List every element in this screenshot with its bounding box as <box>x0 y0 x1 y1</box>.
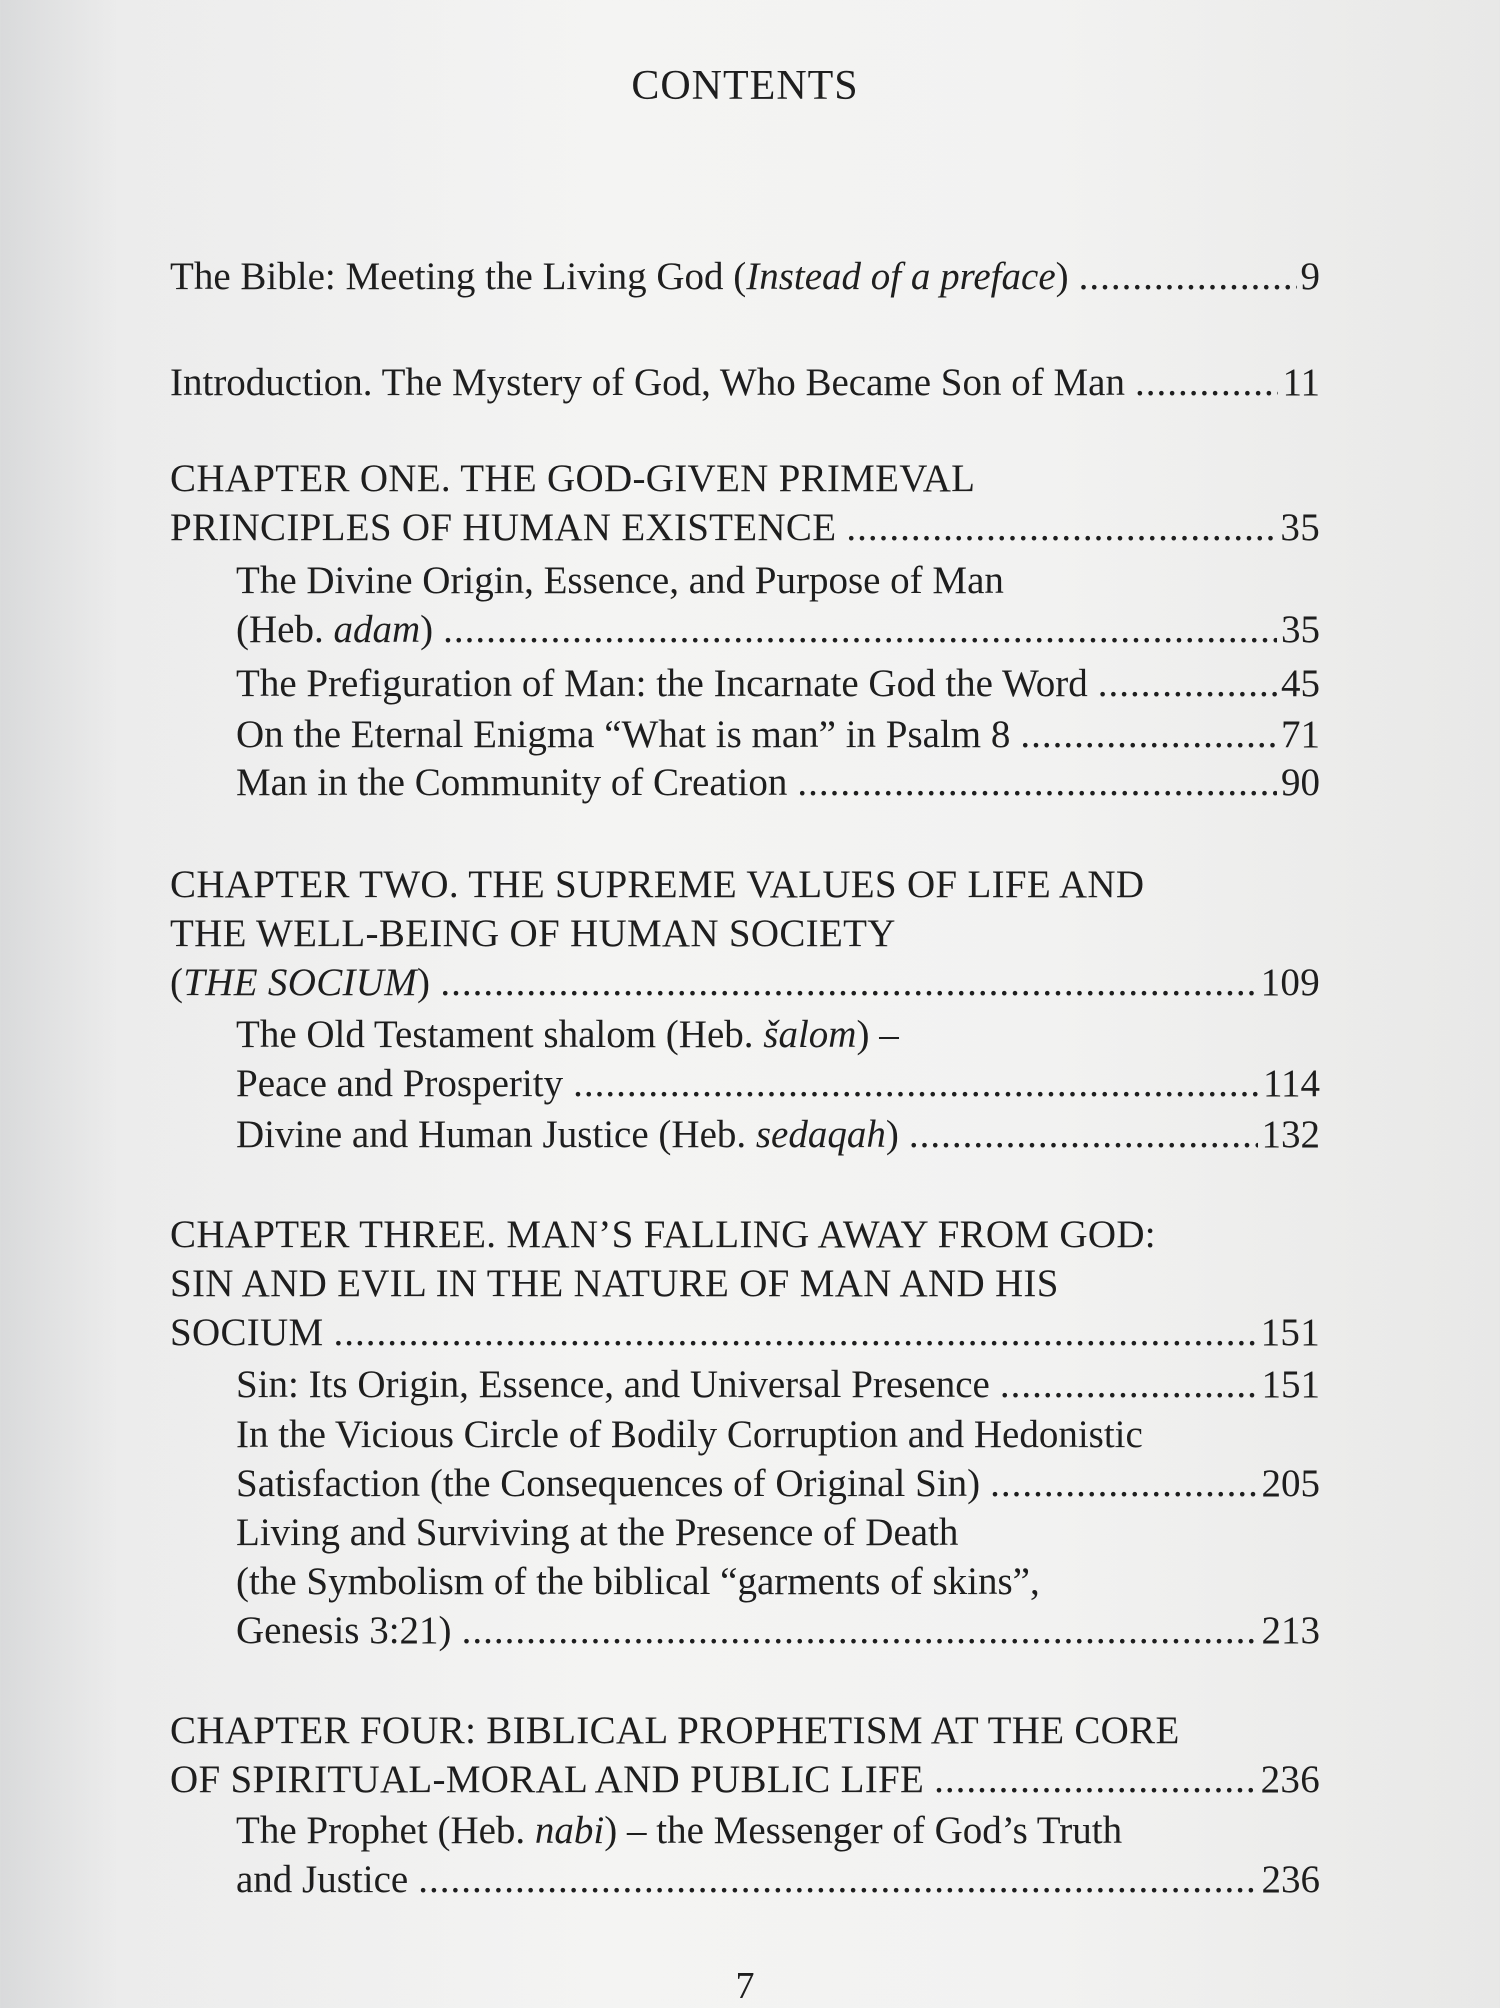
page-ref: 35 <box>1281 608 1320 651</box>
page-title: CONTENTS <box>631 63 859 109</box>
page-ref: 205 <box>1261 1462 1320 1505</box>
dot-leader <box>909 1110 1258 1159</box>
dot-leader <box>573 1059 1259 1108</box>
dot-leader <box>462 1606 1258 1655</box>
toc-chapter-one[interactable]: CHAPTER ONE. THE GOD-GIVEN PRIMEVAL PRINCIPLES OF HUMAN EXISTENCE ..... 35 <box>170 454 1320 552</box>
page-number: 7 <box>735 1965 755 2007</box>
dot-leader <box>443 605 1277 654</box>
toc-entry-sin-origin[interactable]: Sin: Its Origin, Essence, and Universal Presence ..... 151 <box>236 1360 1320 1409</box>
page-ref: 236 <box>1260 1758 1320 1801</box>
dot-leader <box>440 958 1256 1007</box>
toc-entry-preface[interactable]: The Bible: Meeting the Living God (Instead of a preface) ..... 9 <box>170 252 1320 301</box>
dot-leader <box>990 1459 1257 1508</box>
toc-entry-divine-origin[interactable]: The Divine Origin, Essence, and Purpose of Man (Heb. adam) ..... 35 <box>236 556 1320 654</box>
dot-leader <box>934 1755 1256 1804</box>
toc-entry-shalom[interactable]: The Old Testament shalom (Heb. šalom) – Peace and Prosperity ..... 114 <box>236 1010 1320 1108</box>
page-ref: 132 <box>1261 1113 1320 1156</box>
toc-entry-vicious-circle[interactable]: In the Vicious Circle of Bodily Corruption and Hedonistic Satisfaction (the Consequences of Original Sin) ..... 205 <box>236 1410 1320 1508</box>
page-ref: 236 <box>1261 1858 1320 1901</box>
page-ref: 109 <box>1260 961 1320 1004</box>
page-ref: 71 <box>1281 713 1320 756</box>
page-ref: 35 <box>1280 506 1320 549</box>
toc-chapter-two[interactable]: CHAPTER TWO. THE SUPREME VALUES OF LIFE AND THE WELL-BEING OF HUMAN SOCIETY (THE SOCIUM) ..... 109 <box>170 860 1320 1007</box>
toc-entry-justice[interactable]: Divine and Human Justice (Heb. sedaqah) ..... 132 <box>236 1110 1320 1159</box>
page-ref: 151 <box>1260 1311 1320 1354</box>
dot-leader <box>1000 1360 1258 1409</box>
dot-leader <box>1098 659 1277 708</box>
dot-leader <box>1079 252 1297 301</box>
page-ref: 90 <box>1281 761 1320 804</box>
dot-leader <box>334 1308 1257 1357</box>
page-ref: 45 <box>1281 662 1320 705</box>
dot-leader <box>1020 710 1277 759</box>
toc-chapter-three[interactable]: CHAPTER THREE. MAN’S FALLING AWAY FROM GOD: SIN AND EVIL IN THE NATURE OF MAN AND HIS SOCIUM ..... 151 <box>170 1210 1320 1357</box>
contents-page <box>170 0 1320 2007</box>
page-ref: 9 <box>1300 255 1320 298</box>
page-ref: 151 <box>1261 1363 1320 1406</box>
toc-entry-prophet[interactable]: The Prophet (Heb. nabi) – the Messenger of God’s Truth and Justice ..... 236 <box>236 1806 1320 1904</box>
toc-chapter-four[interactable]: CHAPTER FOUR: BIBLICAL PROPHETISM AT THE CORE OF SPIRITUAL-MORAL AND PUBLIC LIFE ..... 236 <box>170 1706 1320 1804</box>
page-ref: 213 <box>1261 1609 1320 1652</box>
page-ref: 11 <box>1282 361 1320 404</box>
dot-leader <box>1135 358 1278 407</box>
toc-entry-eternal-enigma[interactable]: On the Eternal Enigma “What is man” in Psalm 8 ..... 71 <box>236 710 1320 759</box>
dot-leader <box>797 758 1277 807</box>
dot-leader <box>418 1855 1257 1904</box>
toc-entry-presence-of-death[interactable]: Living and Surviving at the Presence of Death (the Symbolism of the biblical “garments of skins”, Genesis 3:21) ..... 213 <box>236 1508 1320 1655</box>
toc-entry-community-of-creation[interactable]: Man in the Community of Creation ..... 90 <box>236 758 1320 807</box>
toc-entry-introduction[interactable]: Introduction. The Mystery of God, Who Became Son of Man ..... 11 <box>170 358 1320 407</box>
toc-entry-prefiguration[interactable]: The Prefiguration of Man: the Incarnate God the Word ..... 45 <box>236 659 1320 708</box>
dot-leader <box>846 503 1276 552</box>
page-ref: 114 <box>1262 1062 1320 1105</box>
